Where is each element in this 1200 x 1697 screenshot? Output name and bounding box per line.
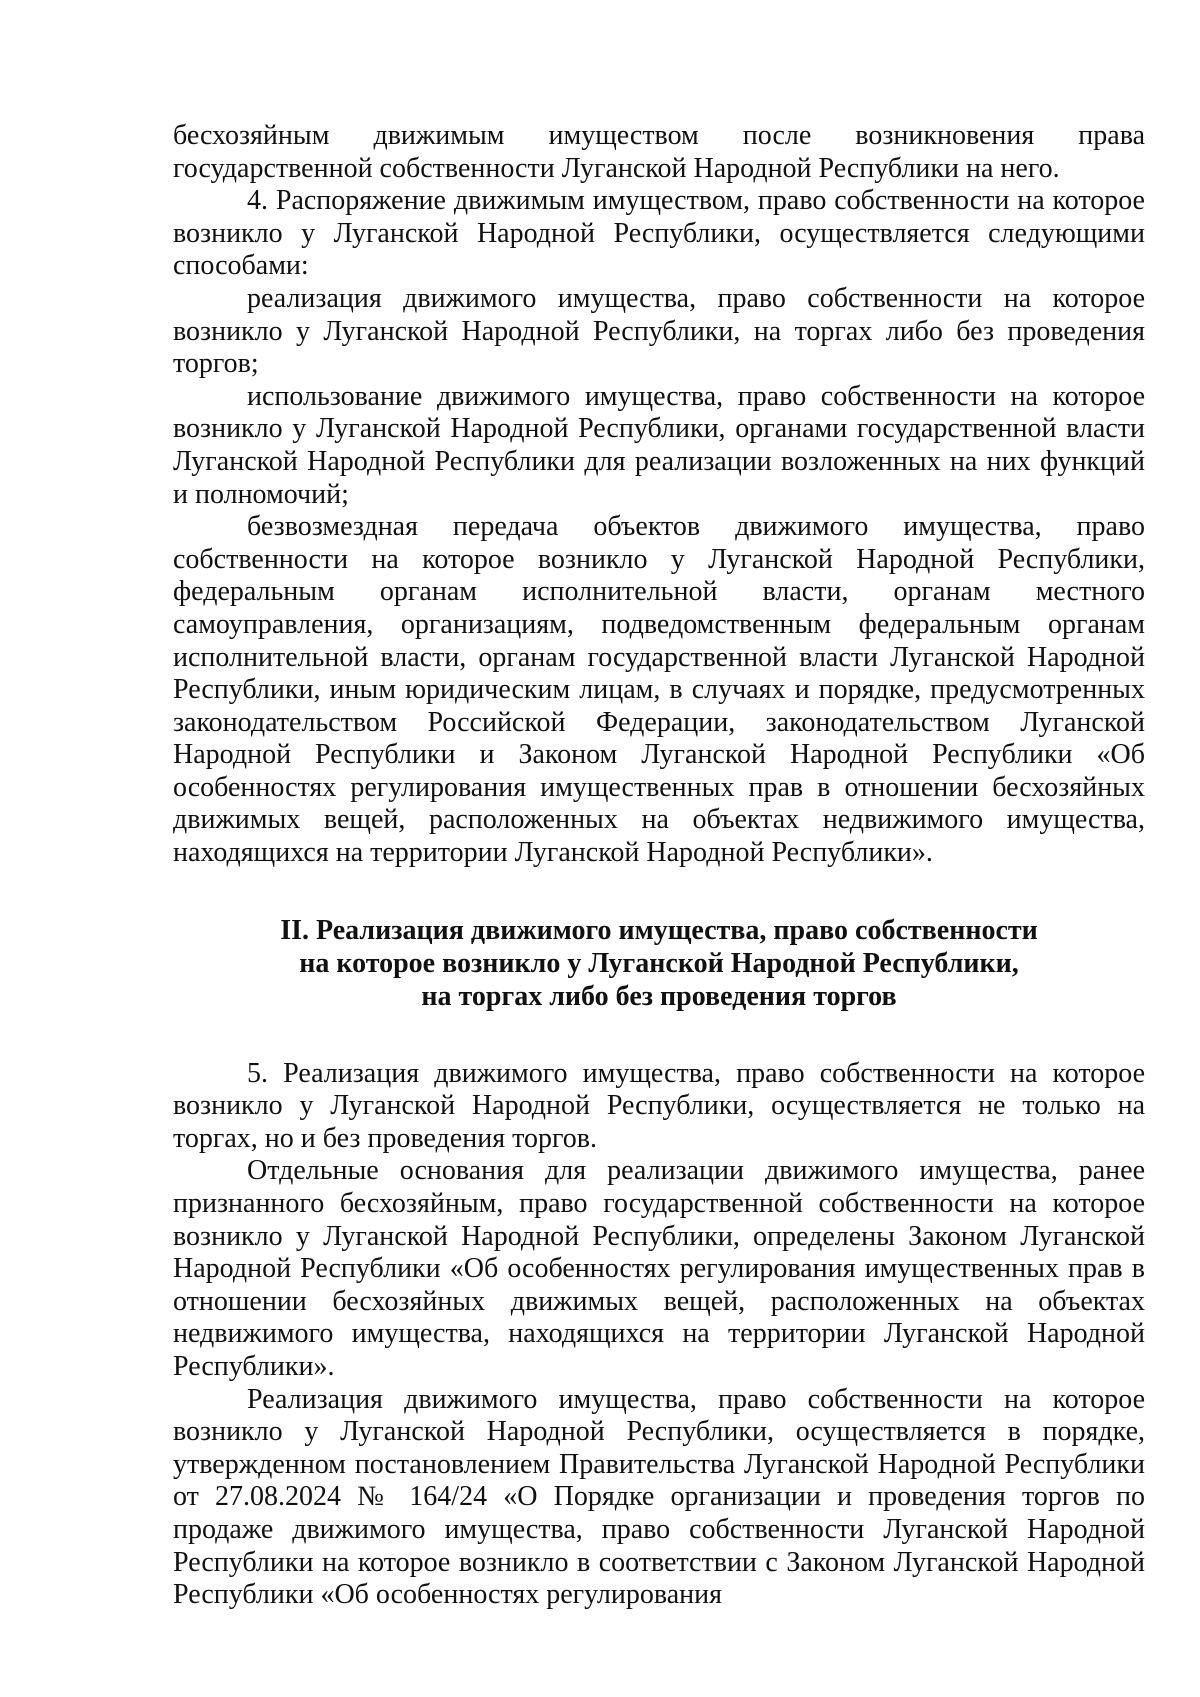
document-page [173, 120, 1145, 1612]
paragraph-item-5: 5. Реализация движимого имущества, право собственности на которое возникло у Луганской Народной Республики, осуществляется не только на торгах, но и без проведения торгов. [173, 1057, 1145, 1154]
paragraph-continuation: бесхозяйным движимым имуществом после возникновения права государственной собственности Луганской Народной Республики на него. [173, 120, 1145, 184]
section-heading-line-2: на которое возникло у Луганской Народной Республики, [299, 947, 1019, 979]
paragraph-method-transfer: безвозмездная передача объектов движимого имущества, право собственности на которое возникло у Луганской Народной Республики, федеральным органам исполнительной власти, органам местного самоуправления, организациям, подведомственным федеральным органам исполнительной власти, органам государственной власти Луганской Народной Республики, иным юридическим лицам, в случаях и порядке, предусмотренных законодательством Российской Федерации, законодательством Луганской Народной Республики и Законом Луганской Народной Республики «Об особенностях регулирования имущественных прав в отношении бесхозяйных движимых вещей, расположенных на объектах недвижимого имущества, находящихся на территории Луганской Народной Республики». [173, 511, 1145, 869]
paragraph-method-sale: реализация движимого имущества, право собственности на которое возникло у Луганской Народной Республики, на торгах либо без проведения торгов; [173, 282, 1145, 380]
paragraph-method-use: использование движимого имущества, право собственности на которое возникло у Луганской Народной Республики, органами государственной власти Луганской Народной Республики для реализации возложенных на них функций и полномочий; [173, 380, 1145, 510]
paragraph-item-4: 4. Распоряжение движимым имуществом, право собственности на которое возникло у Луганской Народной Республики, осуществляется следующими способами: [173, 185, 1145, 282]
paragraph-procedure: Реализация движимого имущества, право собственности на которое возникло у Луганской Народной Республики, осуществляется в порядке, утвержденном постановлением Правительства Луганской Народной Республики от 27.08.2024 № 164/24 «О Порядке организации и проведения торгов по продаже движимого имущества, право собственности Луганской Народной Республики на которое возникло в соответствии с Законом Луганской Народной Республики «Об особенностях регулирования [173, 1383, 1145, 1611]
section-heading-line-3: на торгах либо без проведения торгов [421, 980, 897, 1012]
section-heading-line-1: II. Реализация движимого имущества, право собственности [280, 914, 1038, 946]
paragraph-grounds: Отдельные основания для реализации движимого имущества, ранее признанного бесхозяйным, право государственной собственности на которое возникло у Луганской Народной Республики, определены Законом Луганской Народной Республики «Об особенностях регулирования имущественных прав в отношении бесхозяйных движимых вещей, расположенных на объектах недвижимого имущества, находящихся на территории Луганской Народной Республики». [173, 1155, 1145, 1382]
section-heading [173, 914, 1145, 1013]
